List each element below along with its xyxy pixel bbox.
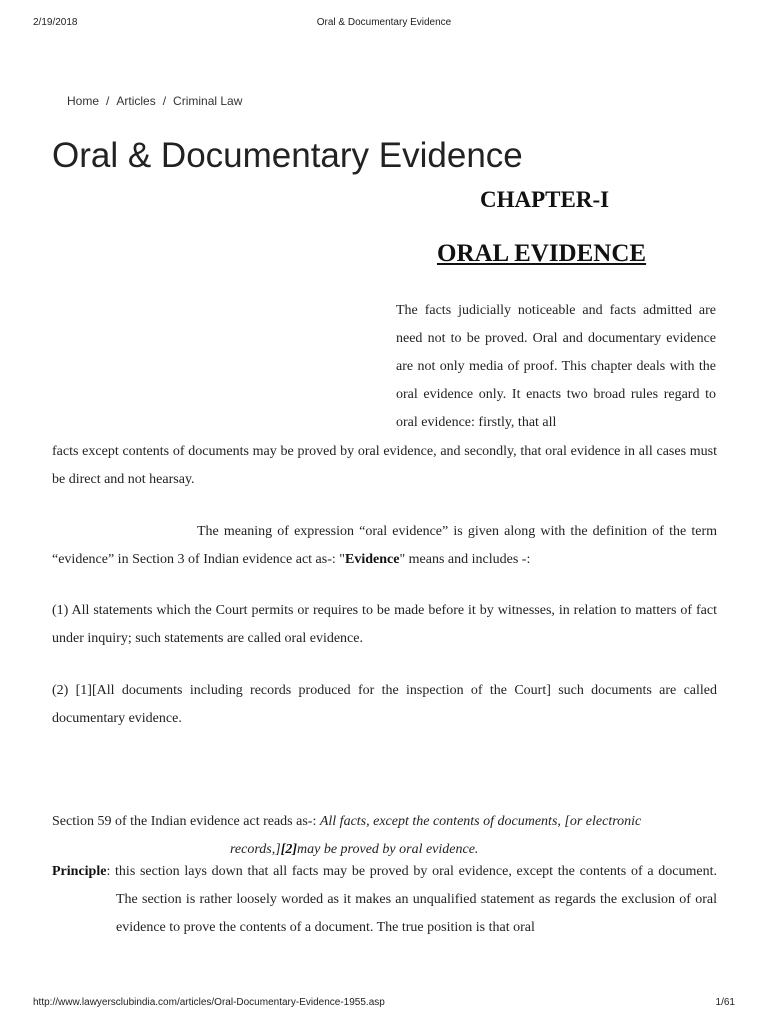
breadcrumb-separator: /	[106, 94, 110, 108]
print-header	[0, 17, 768, 31]
breadcrumb-category-link[interactable]: Criminal Law	[173, 94, 243, 108]
principle-text: : this section lays down that all facts may be proved by oral evidence, except the contents of a document. The section is rather loosely worded as it makes an unqualified statement as regards the exclusion of oral evidence to prove the contents of a document. The true position is that oral	[106, 864, 717, 935]
section-heading: ORAL EVIDENCE	[437, 240, 647, 267]
page-number: 1/61	[715, 997, 735, 1008]
principle-paragraph	[52, 858, 717, 942]
section-59-quote-end: may be proved by oral evidence.	[297, 842, 479, 857]
evidence-term: Evidence	[344, 552, 400, 567]
definition-item-1: (1) All statements which the Court permits or requires to be made before it by witnesses, in relation to matters of fact under inquiry; such statements are called oral evidence.	[52, 603, 717, 646]
print-footer	[0, 997, 768, 1011]
intro-paragraph: The facts judicially noticeable and facts admitted are need not to be proved. Oral and documentary evidence are not only media of proof. This chapter deals with the oral evidence only. It enacts two broad rules regard to oral evidence: firstly, that all	[396, 303, 716, 430]
print-date: 2/19/2018	[33, 17, 78, 28]
chapter-heading: CHAPTER-I	[480, 187, 610, 212]
evidence-definition-paragraph	[52, 518, 717, 574]
print-header-title: Oral & Documentary Evidence	[316, 17, 452, 28]
definition-text: The meaning of expression “oral evidence” is given along with the definition of the term “evidence” in Section 3 of Indian evidence act as-: "	[52, 524, 717, 567]
section-59-quote: All facts, except the contents of documents, [or electronic	[319, 814, 642, 829]
intro-paragraph-continued: facts except contents of documents may be proved by oral evidence, and secondly, that oral evidence in all cases must be direct and not hearsay.	[52, 444, 717, 487]
breadcrumb-home-link[interactable]: Home	[67, 94, 100, 108]
page-title: Oral & Documentary Evidence	[52, 136, 523, 175]
definition-item-2: (2) [1][All documents including records produced for the inspection of the Court] such documents are called documentary evidence.	[52, 683, 717, 726]
breadcrumb	[67, 94, 242, 108]
footnote-ref[interactable]: [2]	[280, 842, 298, 857]
breadcrumb-separator: /	[162, 94, 167, 108]
definition-text-end: " means and includes -:	[399, 552, 531, 567]
principle-label: Principle	[52, 864, 107, 879]
section-59-paragraph	[52, 808, 717, 864]
print-url: http://www.lawyersclubindia.com/articles/Oral-Documentary-Evidence-1955.asp	[33, 997, 385, 1008]
section-59-quote-cont: records,]	[230, 842, 281, 857]
breadcrumb-articles-link[interactable]: Articles	[116, 94, 156, 108]
section-59-lead: Section 59 of the Indian evidence act reads as-:	[52, 814, 320, 829]
